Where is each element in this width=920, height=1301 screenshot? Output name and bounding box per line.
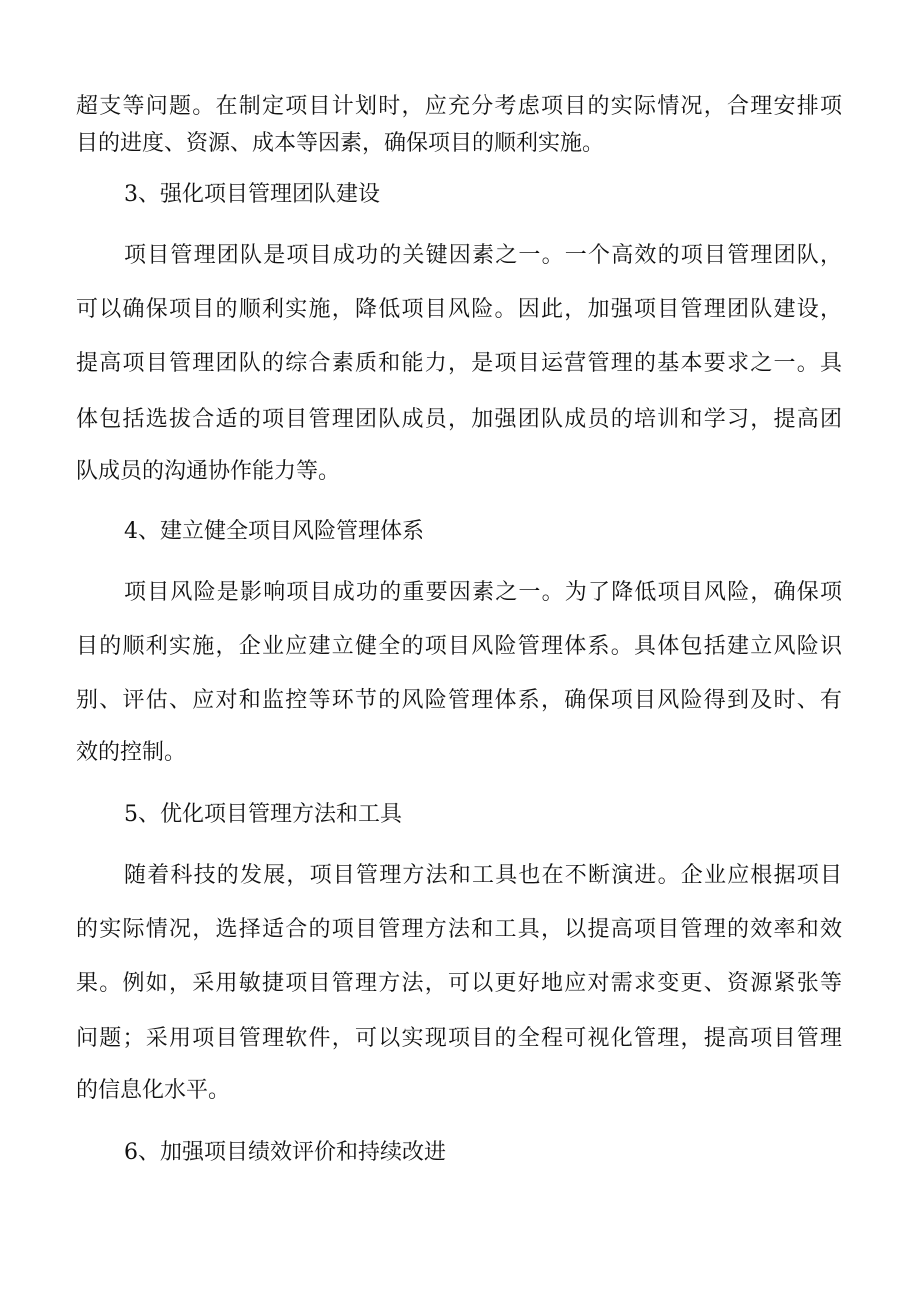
paragraph-text: 超支等问题。在制定项目计划时，应充分考虑项目的实际情况，合理安排项 <box>76 94 842 119</box>
section-heading-text: 5、优化项目管理方法和工具 <box>124 802 402 827</box>
section-heading-text: 4、建立健全项目风险管理体系 <box>124 519 424 544</box>
paragraph-text: 目的进度、资源、成本等因素，确保项目的顺利实施。 <box>76 131 605 156</box>
paragraph-text: 别、评估、应对和监控等环节的风险管理体系，确保项目风险得到及时、有 <box>76 688 842 713</box>
paragraph-text: 效的控制。 <box>76 740 187 765</box>
paragraph-text: 的实际情况，选择适合的项目管理方法和工具，以提高项目管理的效率和效 <box>76 917 842 942</box>
paragraph-text: 提高项目管理团队的综合素质和能力，是项目运营管理的基本要求之一。具 <box>76 351 842 376</box>
paragraph-text: 可以确保项目的顺利实施，降低项目风险。因此，加强项目管理团队建设， <box>76 297 842 322</box>
paragraph-text: 队成员的沟通协作能力等。 <box>76 459 341 484</box>
paragraph-text: 项目风险是影响项目成功的重要因素之一。为了降低项目风险，确保项 <box>124 580 842 605</box>
paragraph-text: 体包括选拔合适的项目管理团队成员，加强团队成员的培训和学习，提高团 <box>76 407 842 432</box>
paragraph-text: 果。例如，采用敏捷项目管理方法，可以更好地应对需求变更、资源紧张等 <box>76 971 842 996</box>
section-heading-text: 3、强化项目管理团队建设 <box>124 182 380 207</box>
paragraph-text: 目的顺利实施，企业应建立健全的项目风险管理体系。具体包括建立风险识 <box>76 634 842 659</box>
paragraph-text: 问题；采用项目管理软件，可以实现项目的全程可视化管理，提高项目管理 <box>76 1026 842 1051</box>
section-heading-text: 6、加强项目绩效评价和持续改进 <box>124 1140 446 1165</box>
paragraph-text: 随着科技的发展，项目管理方法和工具也在不断演进。企业应根据项目 <box>124 863 842 888</box>
paragraph-text: 的信息化水平。 <box>76 1078 231 1103</box>
paragraph-text: 项目管理团队是项目成功的关键因素之一。一个高效的项目管理团队， <box>124 243 842 268</box>
